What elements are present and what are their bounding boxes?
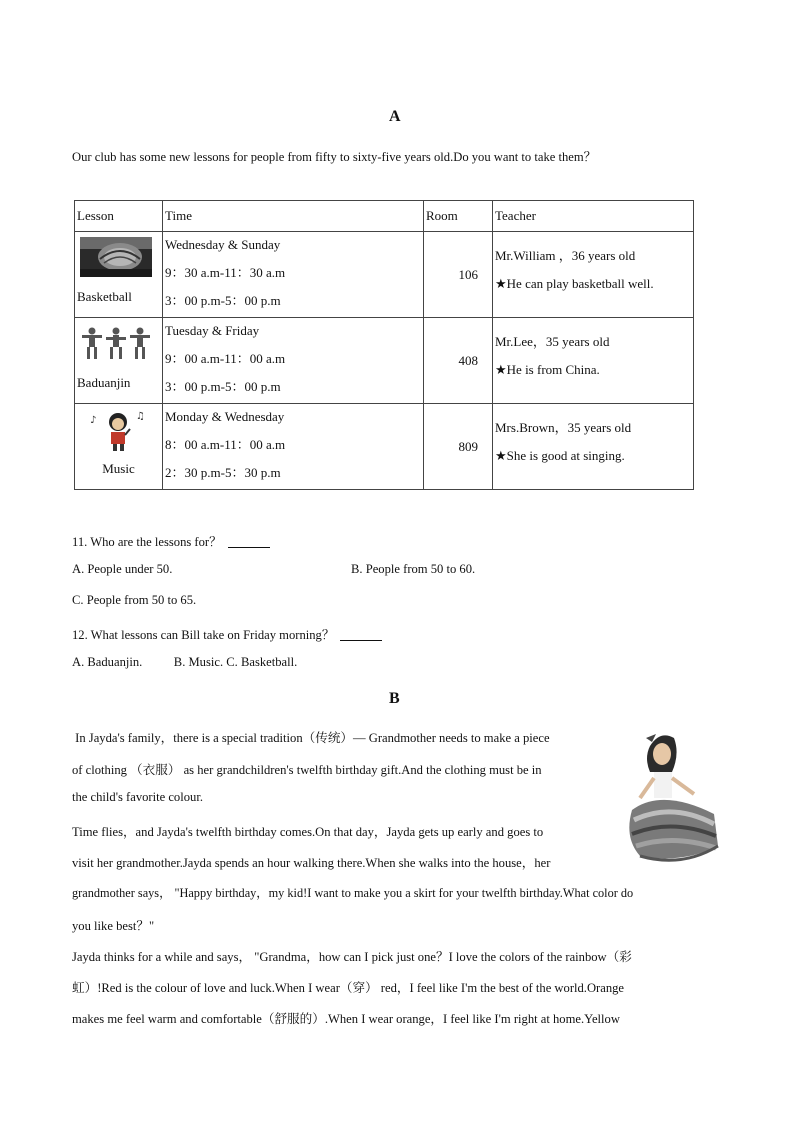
schedule-morning: 9：00 a.m-11：00 a.m: [165, 351, 286, 366]
passage-line: grandmother says， "Happy birthday，my kid!I want to make you a skirt for your twelfth birthday.What color do: [72, 886, 634, 900]
lesson-name: Baduanjin: [77, 375, 131, 390]
schedule-morning: 8：00 a.m-11：00 a.m: [165, 437, 286, 452]
answer-blank: [340, 640, 382, 641]
time-cell: [163, 232, 424, 318]
schedule-days: Tuesday & Friday: [165, 323, 260, 338]
header-lesson: Lesson: [75, 201, 163, 232]
room-cell: 408: [424, 318, 493, 404]
lesson-cell: [75, 232, 163, 318]
q12-options: A. Baduanjin. B. Music. C. Basketball.: [72, 655, 298, 669]
teacher-cell: [493, 318, 694, 404]
section-b-heading: B: [389, 690, 400, 707]
passage-line: In Jayda's family，there is a special tradition（传统）— Grandmother needs to make a piece: [72, 731, 550, 745]
schedule-afternoon: 2：30 p.m-5：30 p.m: [165, 465, 281, 480]
question-12: [72, 624, 382, 643]
room-cell: 106: [424, 232, 493, 318]
lesson-name: Basketball: [77, 289, 132, 304]
table-row: [75, 232, 694, 318]
passage-line: Time flies，and Jayda's twelfth birthday comes.On that day，Jayda gets up early and goes to: [72, 825, 544, 839]
passage-line: Jayda thinks for a while and says， "Grandma，how can I pick just one？I love the colors of the rainbow（彩: [72, 950, 632, 964]
section-a-intro: Our club has some new lessons for people from fifty to sixty-five years old.Do you want to take them？: [72, 150, 597, 164]
schedule-afternoon: 3：00 p.m-5：00 p.m: [165, 293, 281, 308]
passage-line: visit her grandmother.Jayda spends an hour walking there.When she walks into the house，her: [72, 856, 551, 870]
lessons-table: [74, 200, 694, 490]
time-cell: [163, 404, 424, 490]
table-row: [75, 404, 694, 490]
teacher-name: Mrs.Brown，35 years old: [495, 420, 632, 435]
passage-line: the child's favorite colour.: [72, 790, 203, 804]
question-11: [72, 531, 270, 550]
music-singer-icon: [80, 409, 152, 453]
table-header-row: [75, 201, 694, 232]
table-row: [75, 318, 694, 404]
teacher-name: Mr.Lee，35 years old: [495, 334, 610, 349]
teacher-note: ★He can play basketball well.: [495, 276, 654, 291]
header-room: Room: [424, 201, 493, 232]
schedule-afternoon: 3：00 p.m-5：00 p.m: [165, 379, 281, 394]
passage-line: 虹）!Red is the colour of love and luck.When I wear（穿） red，I feel like I'm the best of the world.Orange: [72, 981, 625, 995]
lesson-cell: [75, 404, 163, 490]
svg-text:♪: ♪: [90, 415, 97, 426]
time-cell: [163, 318, 424, 404]
basketball-photo-icon: [80, 237, 152, 277]
question-12-text: 12. What lessons can Bill take on Friday morning？: [72, 628, 335, 642]
teacher-name: Mr.William ，36 years old: [495, 248, 636, 263]
svg-text:♫: ♫: [136, 411, 145, 422]
header-teacher: Teacher: [493, 201, 694, 232]
answer-blank: [228, 547, 270, 548]
teacher-cell: [493, 232, 694, 318]
header-time: Time: [163, 201, 424, 232]
lesson-name: Music: [102, 461, 135, 476]
baduanjin-figures-icon: [80, 323, 152, 363]
passage-line: of clothing （衣服） as her grandchildren's twelfth birthday gift.And the clothing must be in: [72, 763, 542, 777]
schedule-morning: 9：30 a.m-11：30 a.m: [165, 265, 286, 280]
lesson-cell: [75, 318, 163, 404]
teacher-note: ★He is from China.: [495, 362, 600, 377]
room-cell: 809: [424, 404, 493, 490]
schedule-days: Wednesday & Sunday: [165, 237, 281, 252]
passage-line: makes me feel warm and comfortable（舒服的）.When I wear orange，I feel like I'm right at home.Yellow: [72, 1012, 620, 1026]
q11-option-b: B. People from 50 to 60.: [351, 562, 476, 576]
teacher-cell: [493, 404, 694, 490]
teacher-note: ★She is good at singing.: [495, 448, 625, 463]
question-11-text: 11. Who are the lessons for？: [72, 535, 222, 549]
section-a-heading: A: [389, 108, 401, 125]
q11-option-c: C. People from 50 to 65.: [72, 593, 197, 607]
schedule-days: Monday & Wednesday: [165, 409, 285, 424]
passage-line: you like best？": [72, 919, 155, 933]
girl-in-skirt-photo-icon: [622, 728, 720, 872]
q11-option-a: A. People under 50.: [72, 562, 173, 576]
